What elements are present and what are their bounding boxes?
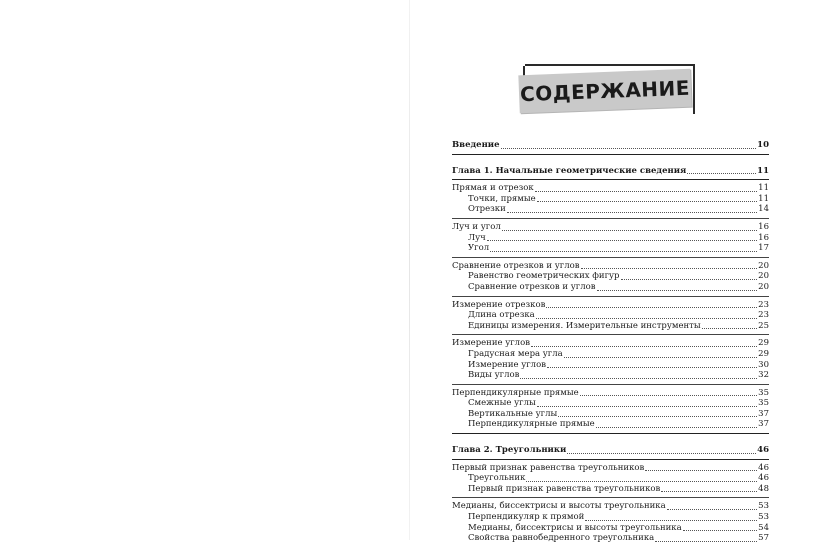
divider bbox=[452, 497, 769, 498]
toc-entry-title: Равенство геометрических фигур bbox=[468, 271, 620, 282]
dot-leader bbox=[520, 371, 757, 379]
dot-leader bbox=[507, 205, 757, 213]
table-of-contents bbox=[452, 140, 769, 544]
toc-entry-title: Длина отрезка bbox=[468, 310, 535, 321]
dot-leader bbox=[526, 474, 757, 482]
toc-entry-title: Введение bbox=[452, 140, 500, 150]
toc-subsection[interactable] bbox=[452, 360, 769, 371]
dot-leader bbox=[581, 261, 758, 269]
toc-subsection[interactable] bbox=[452, 398, 769, 409]
toc-entry-title: Перпендикулярные прямые bbox=[452, 387, 579, 398]
toc-subsection[interactable] bbox=[452, 349, 769, 360]
toc-section[interactable] bbox=[452, 183, 769, 194]
dot-leader bbox=[536, 311, 757, 319]
dot-leader bbox=[558, 409, 757, 417]
divider bbox=[452, 459, 769, 460]
toc-chapter-1[interactable] bbox=[452, 166, 769, 177]
dot-leader bbox=[537, 194, 758, 202]
divider bbox=[452, 296, 769, 297]
toc-chapter-2[interactable] bbox=[452, 445, 769, 456]
toc-subsection[interactable] bbox=[452, 419, 769, 430]
heading-plate bbox=[518, 69, 691, 114]
toc-entry-title: Первый признак равенства треугольников bbox=[468, 483, 661, 494]
spacer bbox=[452, 437, 769, 445]
dot-leader bbox=[597, 283, 758, 291]
dot-leader bbox=[645, 463, 757, 471]
toc-entry-page: 25 bbox=[758, 320, 769, 331]
dot-leader bbox=[490, 244, 757, 252]
toc-subsection[interactable] bbox=[452, 233, 769, 244]
toc-subsection[interactable] bbox=[452, 243, 769, 254]
dot-leader bbox=[687, 166, 756, 174]
toc-entry-page: 46 bbox=[758, 473, 769, 484]
toc-entry-title: Измерение отрезков bbox=[452, 299, 546, 310]
divider bbox=[452, 218, 769, 219]
toc-entry-title: Прямая и отрезок bbox=[452, 183, 534, 194]
toc-subsection[interactable] bbox=[452, 271, 769, 282]
toc-entry-title: Свойства равнобедренного треугольника bbox=[468, 533, 655, 544]
dot-leader bbox=[683, 523, 758, 531]
toc-subsection[interactable] bbox=[452, 512, 769, 523]
dot-leader bbox=[667, 502, 758, 510]
toc-section[interactable] bbox=[452, 388, 769, 399]
toc-section[interactable] bbox=[452, 300, 769, 311]
toc-subsection[interactable] bbox=[452, 321, 769, 332]
toc-subsection[interactable] bbox=[452, 194, 769, 205]
toc-entry-page: 11 bbox=[758, 183, 769, 194]
toc-entry-page: 10 bbox=[757, 140, 769, 150]
contents-title: СОДЕРЖАНИЕ bbox=[519, 75, 691, 107]
toc-entry-page: 17 bbox=[758, 243, 769, 254]
toc-entry-page: 23 bbox=[758, 310, 769, 321]
toc-subsection[interactable] bbox=[452, 282, 769, 293]
toc-entry-page: 16 bbox=[758, 232, 769, 243]
toc-entry-page: 57 bbox=[758, 533, 769, 544]
toc-entry-page: 23 bbox=[758, 299, 769, 310]
dot-leader bbox=[596, 420, 757, 428]
contents-heading-block bbox=[519, 64, 699, 112]
divider bbox=[452, 334, 769, 335]
toc-entry-page: 20 bbox=[758, 281, 769, 292]
toc-entry-title: Точки, прямые bbox=[468, 193, 536, 204]
toc-entry-page: 35 bbox=[758, 387, 769, 398]
toc-entry-page: 16 bbox=[758, 221, 769, 232]
toc-entry-title: Градусная мера угла bbox=[468, 348, 563, 359]
dot-leader bbox=[621, 272, 758, 280]
dot-leader bbox=[567, 446, 756, 454]
toc-entry-page: 20 bbox=[758, 271, 769, 282]
toc-subsection[interactable] bbox=[452, 204, 769, 215]
dot-leader bbox=[661, 484, 757, 492]
toc-entry-title: Перпендикуляр к прямой bbox=[468, 512, 585, 523]
toc-entry-title: Измерение углов bbox=[452, 338, 530, 349]
dot-leader bbox=[487, 233, 757, 241]
toc-entry-title: Угол bbox=[468, 243, 490, 254]
toc-entry-title: Луч bbox=[468, 232, 486, 243]
toc-entry-title: Перпендикулярные прямые bbox=[468, 419, 595, 430]
toc-section[interactable] bbox=[452, 222, 769, 233]
toc-entry-page: 11 bbox=[758, 193, 769, 204]
toc-entry-page: 35 bbox=[758, 398, 769, 409]
toc-entry-page: 48 bbox=[758, 483, 769, 494]
toc-entry-title: Глава 1. Начальные геометрические сведения bbox=[452, 165, 687, 176]
toc-entry-title: Вертикальные углы bbox=[468, 408, 558, 419]
toc-entry-title: Смежные углы bbox=[468, 398, 536, 409]
toc-section[interactable] bbox=[452, 338, 769, 349]
dot-leader bbox=[546, 300, 757, 308]
toc-subsection[interactable] bbox=[452, 533, 769, 544]
toc-entry-title: Луч и угол bbox=[452, 221, 501, 232]
toc-entry-title: Медианы, биссектрисы и высоты треугольника bbox=[468, 522, 682, 533]
toc-entry-title: Медианы, биссектрисы и высоты треугольника bbox=[452, 501, 666, 512]
toc-entry-page: 11 bbox=[757, 165, 769, 176]
toc-entry-title: Отрезки bbox=[468, 204, 506, 215]
toc-entry-intro[interactable] bbox=[452, 140, 769, 151]
toc-entry-page: 30 bbox=[758, 359, 769, 370]
toc-entry-title: Сравнение отрезков и углов bbox=[468, 281, 596, 292]
toc-entry-page: 37 bbox=[758, 419, 769, 430]
toc-subsection[interactable] bbox=[452, 523, 769, 534]
toc-entry-page: 46 bbox=[757, 445, 769, 456]
divider bbox=[452, 433, 769, 434]
dot-leader bbox=[702, 321, 758, 329]
dot-leader bbox=[547, 360, 757, 368]
toc-subsection[interactable] bbox=[452, 484, 769, 495]
toc-entry-page: 37 bbox=[758, 408, 769, 419]
toc-subsection[interactable] bbox=[452, 370, 769, 381]
toc-subsection[interactable] bbox=[452, 409, 769, 420]
toc-subsection[interactable] bbox=[452, 310, 769, 321]
toc-entry-title: Глава 2. Треугольники bbox=[452, 445, 567, 456]
dot-leader bbox=[564, 350, 757, 358]
dot-leader bbox=[531, 339, 757, 347]
toc-section[interactable] bbox=[452, 501, 769, 512]
divider bbox=[452, 154, 769, 155]
toc-entry-title: Измерение углов bbox=[468, 359, 546, 370]
toc-entry-page: 14 bbox=[758, 204, 769, 215]
toc-section[interactable] bbox=[452, 463, 769, 474]
toc-entry-page: 32 bbox=[758, 370, 769, 381]
divider bbox=[452, 179, 769, 180]
dot-leader bbox=[535, 184, 757, 192]
toc-entry-title: Сравнение отрезков и углов bbox=[452, 260, 580, 271]
dot-leader bbox=[585, 513, 757, 521]
toc-entry-title: Первый признак равенства треугольников bbox=[452, 462, 645, 473]
toc-subsection[interactable] bbox=[452, 473, 769, 484]
spacer bbox=[452, 158, 769, 166]
toc-entry-page: 53 bbox=[758, 512, 769, 523]
divider bbox=[452, 257, 769, 258]
toc-entry-page: 29 bbox=[758, 348, 769, 359]
dot-leader bbox=[580, 388, 757, 396]
dot-leader bbox=[537, 399, 757, 407]
toc-entry-page: 29 bbox=[758, 338, 769, 349]
toc-entry-title: Единицы измерения. Измерительные инструменты bbox=[468, 320, 701, 331]
page-gutter bbox=[409, 0, 410, 540]
dot-leader bbox=[655, 534, 757, 542]
toc-section[interactable] bbox=[452, 261, 769, 272]
toc-entry-title: Виды углов bbox=[468, 370, 520, 381]
divider bbox=[452, 384, 769, 385]
toc-entry-page: 54 bbox=[758, 522, 769, 533]
toc-entry-page: 53 bbox=[758, 501, 769, 512]
dot-leader bbox=[501, 141, 757, 149]
dot-leader bbox=[502, 223, 757, 231]
toc-entry-page: 20 bbox=[758, 260, 769, 271]
toc-entry-page: 46 bbox=[758, 462, 769, 473]
toc-entry-title: Треугольник bbox=[468, 473, 526, 484]
